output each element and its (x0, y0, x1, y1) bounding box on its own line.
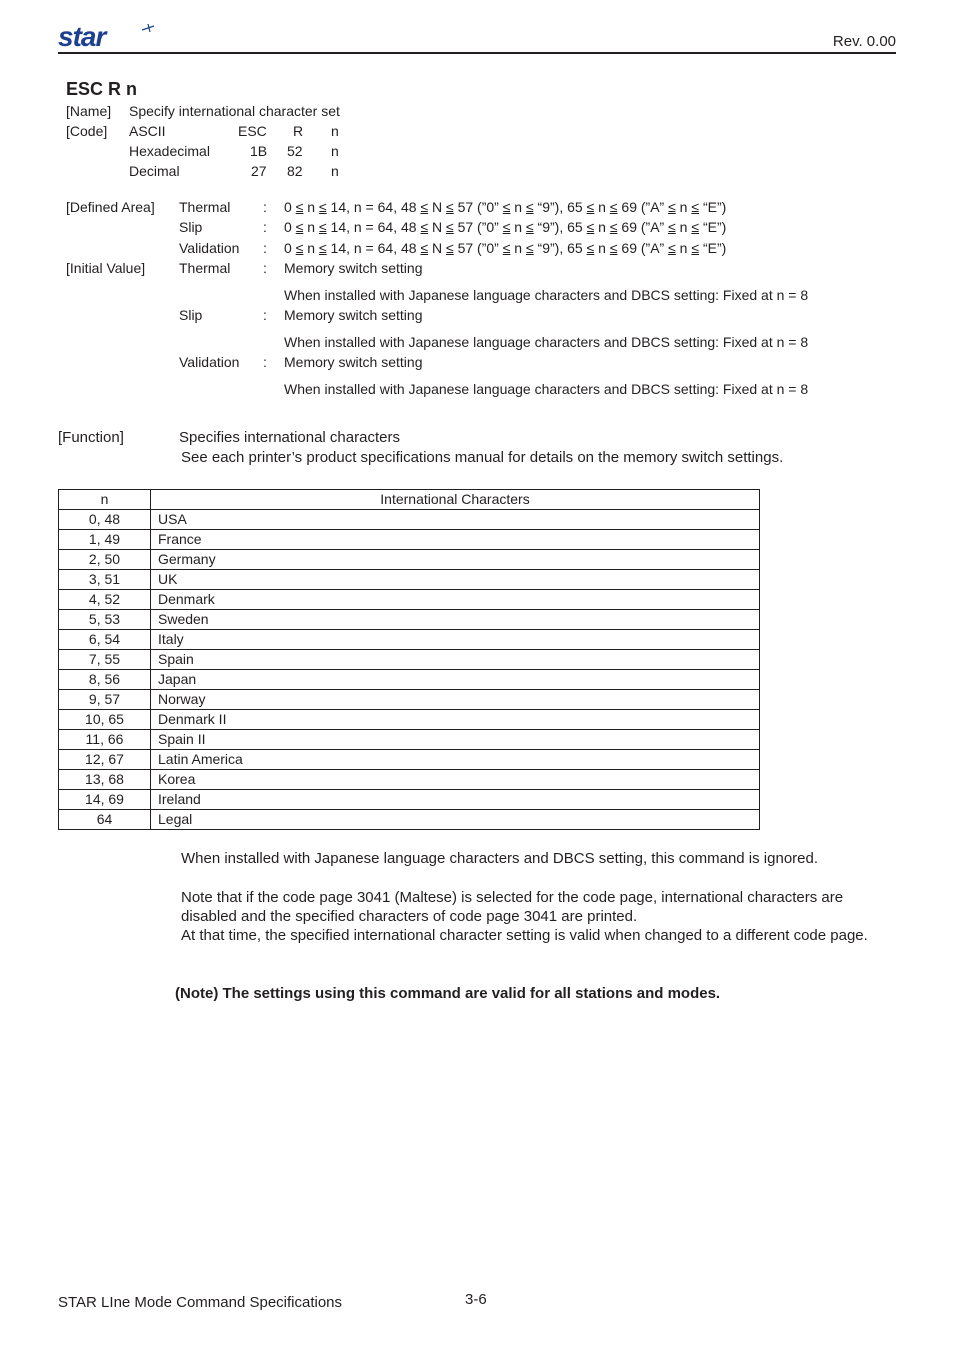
separator: : (263, 307, 267, 323)
cell-n: 14, 69 (59, 790, 151, 810)
logo-text: star (58, 22, 106, 50)
code-cell: 1B (250, 143, 268, 159)
defined-area-range: 0 ≤ n ≤ 14, n = 64, 48 ≤ N ≤ 57 (”0” ≤ n ≤ “9”), 65 ≤ n ≤ 69 (”A” ≤ n ≤ “E”) (284, 199, 727, 215)
initial-value-note: When installed with Japanese language characters and DBCS setting: Fixed at n = 8 (284, 334, 809, 350)
revision-label: Rev. 0.00 (832, 33, 896, 50)
cell-n: 1, 49 (59, 530, 151, 550)
cell-n: 5, 53 (59, 610, 151, 630)
cell-n: 12, 67 (59, 750, 151, 770)
initial-value-station: Slip (179, 307, 203, 323)
table-row (59, 510, 760, 530)
cell-n: 6, 54 (59, 630, 151, 650)
footer-doc-title: STAR LIne Mode Command Specifications (58, 1294, 343, 1311)
code-cell: 52 (287, 143, 303, 159)
header-rule (58, 52, 896, 54)
code-cell: n (331, 123, 339, 139)
page-number: 3-6 (465, 1291, 487, 1308)
code-row-label: Hexadecimal (129, 143, 210, 159)
initial-value-station: Validation (179, 354, 240, 370)
international-characters-table (58, 489, 760, 830)
cell-country: Latin America (151, 750, 760, 770)
command-title: ESC R n (66, 79, 138, 99)
cell-country: Ireland (151, 790, 760, 810)
defined-area-station: Slip (179, 219, 203, 235)
cell-n: 2, 50 (59, 550, 151, 570)
cell-n: 13, 68 (59, 770, 151, 790)
initial-value: Memory switch setting (284, 354, 423, 370)
separator: : (263, 240, 267, 256)
paragraph-dbcs-note: When installed with Japanese language characters and DBCS setting, this command is ignored. (181, 850, 819, 867)
initial-value-label: [Initial Value] (66, 260, 146, 276)
table-row (59, 750, 760, 770)
cell-country: Sweden (151, 610, 760, 630)
code-cell: R (293, 123, 304, 139)
cell-country: Spain (151, 650, 760, 670)
code-cell: 27 (251, 163, 267, 179)
star-logo (58, 22, 158, 50)
code-row-label: Decimal (129, 163, 180, 179)
paragraph-maltese-note: Note that if the code page 3041 (Maltese) is selected for the code page, international characters are disabled and the specified characters of code page 3041 are printed. (181, 889, 844, 925)
table-row (59, 810, 760, 830)
initial-value: Memory switch setting (284, 260, 423, 276)
function-note: See each printer’s product specifications manual for details on the memory switch settings. (181, 449, 784, 466)
function-label: [Function] (58, 429, 124, 446)
code-cell: 82 (287, 163, 303, 179)
defined-area-station: Validation (179, 240, 240, 256)
table-row (59, 530, 760, 550)
column-header-characters: International Characters (151, 490, 760, 510)
defined-area-label: [Defined Area] (66, 199, 155, 215)
cell-n: 11, 66 (59, 730, 151, 750)
name-label: [Name] (66, 103, 112, 119)
defined-area-station: Thermal (179, 199, 231, 215)
table-row (59, 570, 760, 590)
cell-n: 8, 56 (59, 670, 151, 690)
table-row (59, 790, 760, 810)
defined-area-range: 0 ≤ n ≤ 14, n = 64, 48 ≤ N ≤ 57 (”0” ≤ n ≤ “9”), 65 ≤ n ≤ 69 (”A” ≤ n ≤ “E”) (284, 219, 727, 235)
table-row (59, 710, 760, 730)
table-row (59, 610, 760, 630)
cell-n: 7, 55 (59, 650, 151, 670)
initial-value-station: Thermal (179, 260, 231, 276)
defined-area-range: 0 ≤ n ≤ 14, n = 64, 48 ≤ N ≤ 57 (”0” ≤ n ≤ “9”), 65 ≤ n ≤ 69 (”A” ≤ n ≤ “E”) (284, 240, 727, 256)
cell-country: Japan (151, 670, 760, 690)
table-header-row (59, 490, 760, 510)
code-cell: n (331, 163, 339, 179)
cell-country: Legal (151, 810, 760, 830)
code-label: [Code] (66, 123, 108, 139)
table-row (59, 590, 760, 610)
cell-n: 9, 57 (59, 690, 151, 710)
cell-n: 64 (59, 810, 151, 830)
cell-country: Denmark (151, 590, 760, 610)
table-row (59, 770, 760, 790)
separator: : (263, 219, 267, 235)
cell-country: Norway (151, 690, 760, 710)
cell-country: Spain II (151, 730, 760, 750)
table-row (59, 550, 760, 570)
separator: : (263, 199, 267, 215)
name-value: Specify international character set (129, 103, 340, 119)
initial-value-note: When installed with Japanese language characters and DBCS setting: Fixed at n = 8 (284, 381, 809, 397)
table-row (59, 670, 760, 690)
cell-country: Denmark II (151, 710, 760, 730)
cell-n: 3, 51 (59, 570, 151, 590)
column-header-n: n (59, 490, 151, 510)
code-cell: ESC (238, 123, 267, 139)
separator: : (263, 260, 267, 276)
paragraph-code-page-note: At that time, the specified international character setting is valid when changed to a different code page. (181, 927, 868, 944)
note-bold: (Note) The settings using this command are valid for all stations and modes. (175, 985, 721, 1002)
cell-country: USA (151, 510, 760, 530)
code-row-label: ASCII (129, 123, 166, 139)
separator: : (263, 354, 267, 370)
cell-country: Italy (151, 630, 760, 650)
initial-value: Memory switch setting (284, 307, 423, 323)
cell-country: UK (151, 570, 760, 590)
cell-n: 4, 52 (59, 590, 151, 610)
cell-n: 0, 48 (59, 510, 151, 530)
table-row (59, 730, 760, 750)
table-row (59, 650, 760, 670)
table-row (59, 630, 760, 650)
cell-country: Korea (151, 770, 760, 790)
table-row (59, 690, 760, 710)
function-description: Specifies international characters (179, 429, 400, 446)
code-cell: n (331, 143, 339, 159)
initial-value-note: When installed with Japanese language characters and DBCS setting: Fixed at n = 8 (284, 287, 809, 303)
cell-n: 10, 65 (59, 710, 151, 730)
cell-country: France (151, 530, 760, 550)
cell-country: Germany (151, 550, 760, 570)
